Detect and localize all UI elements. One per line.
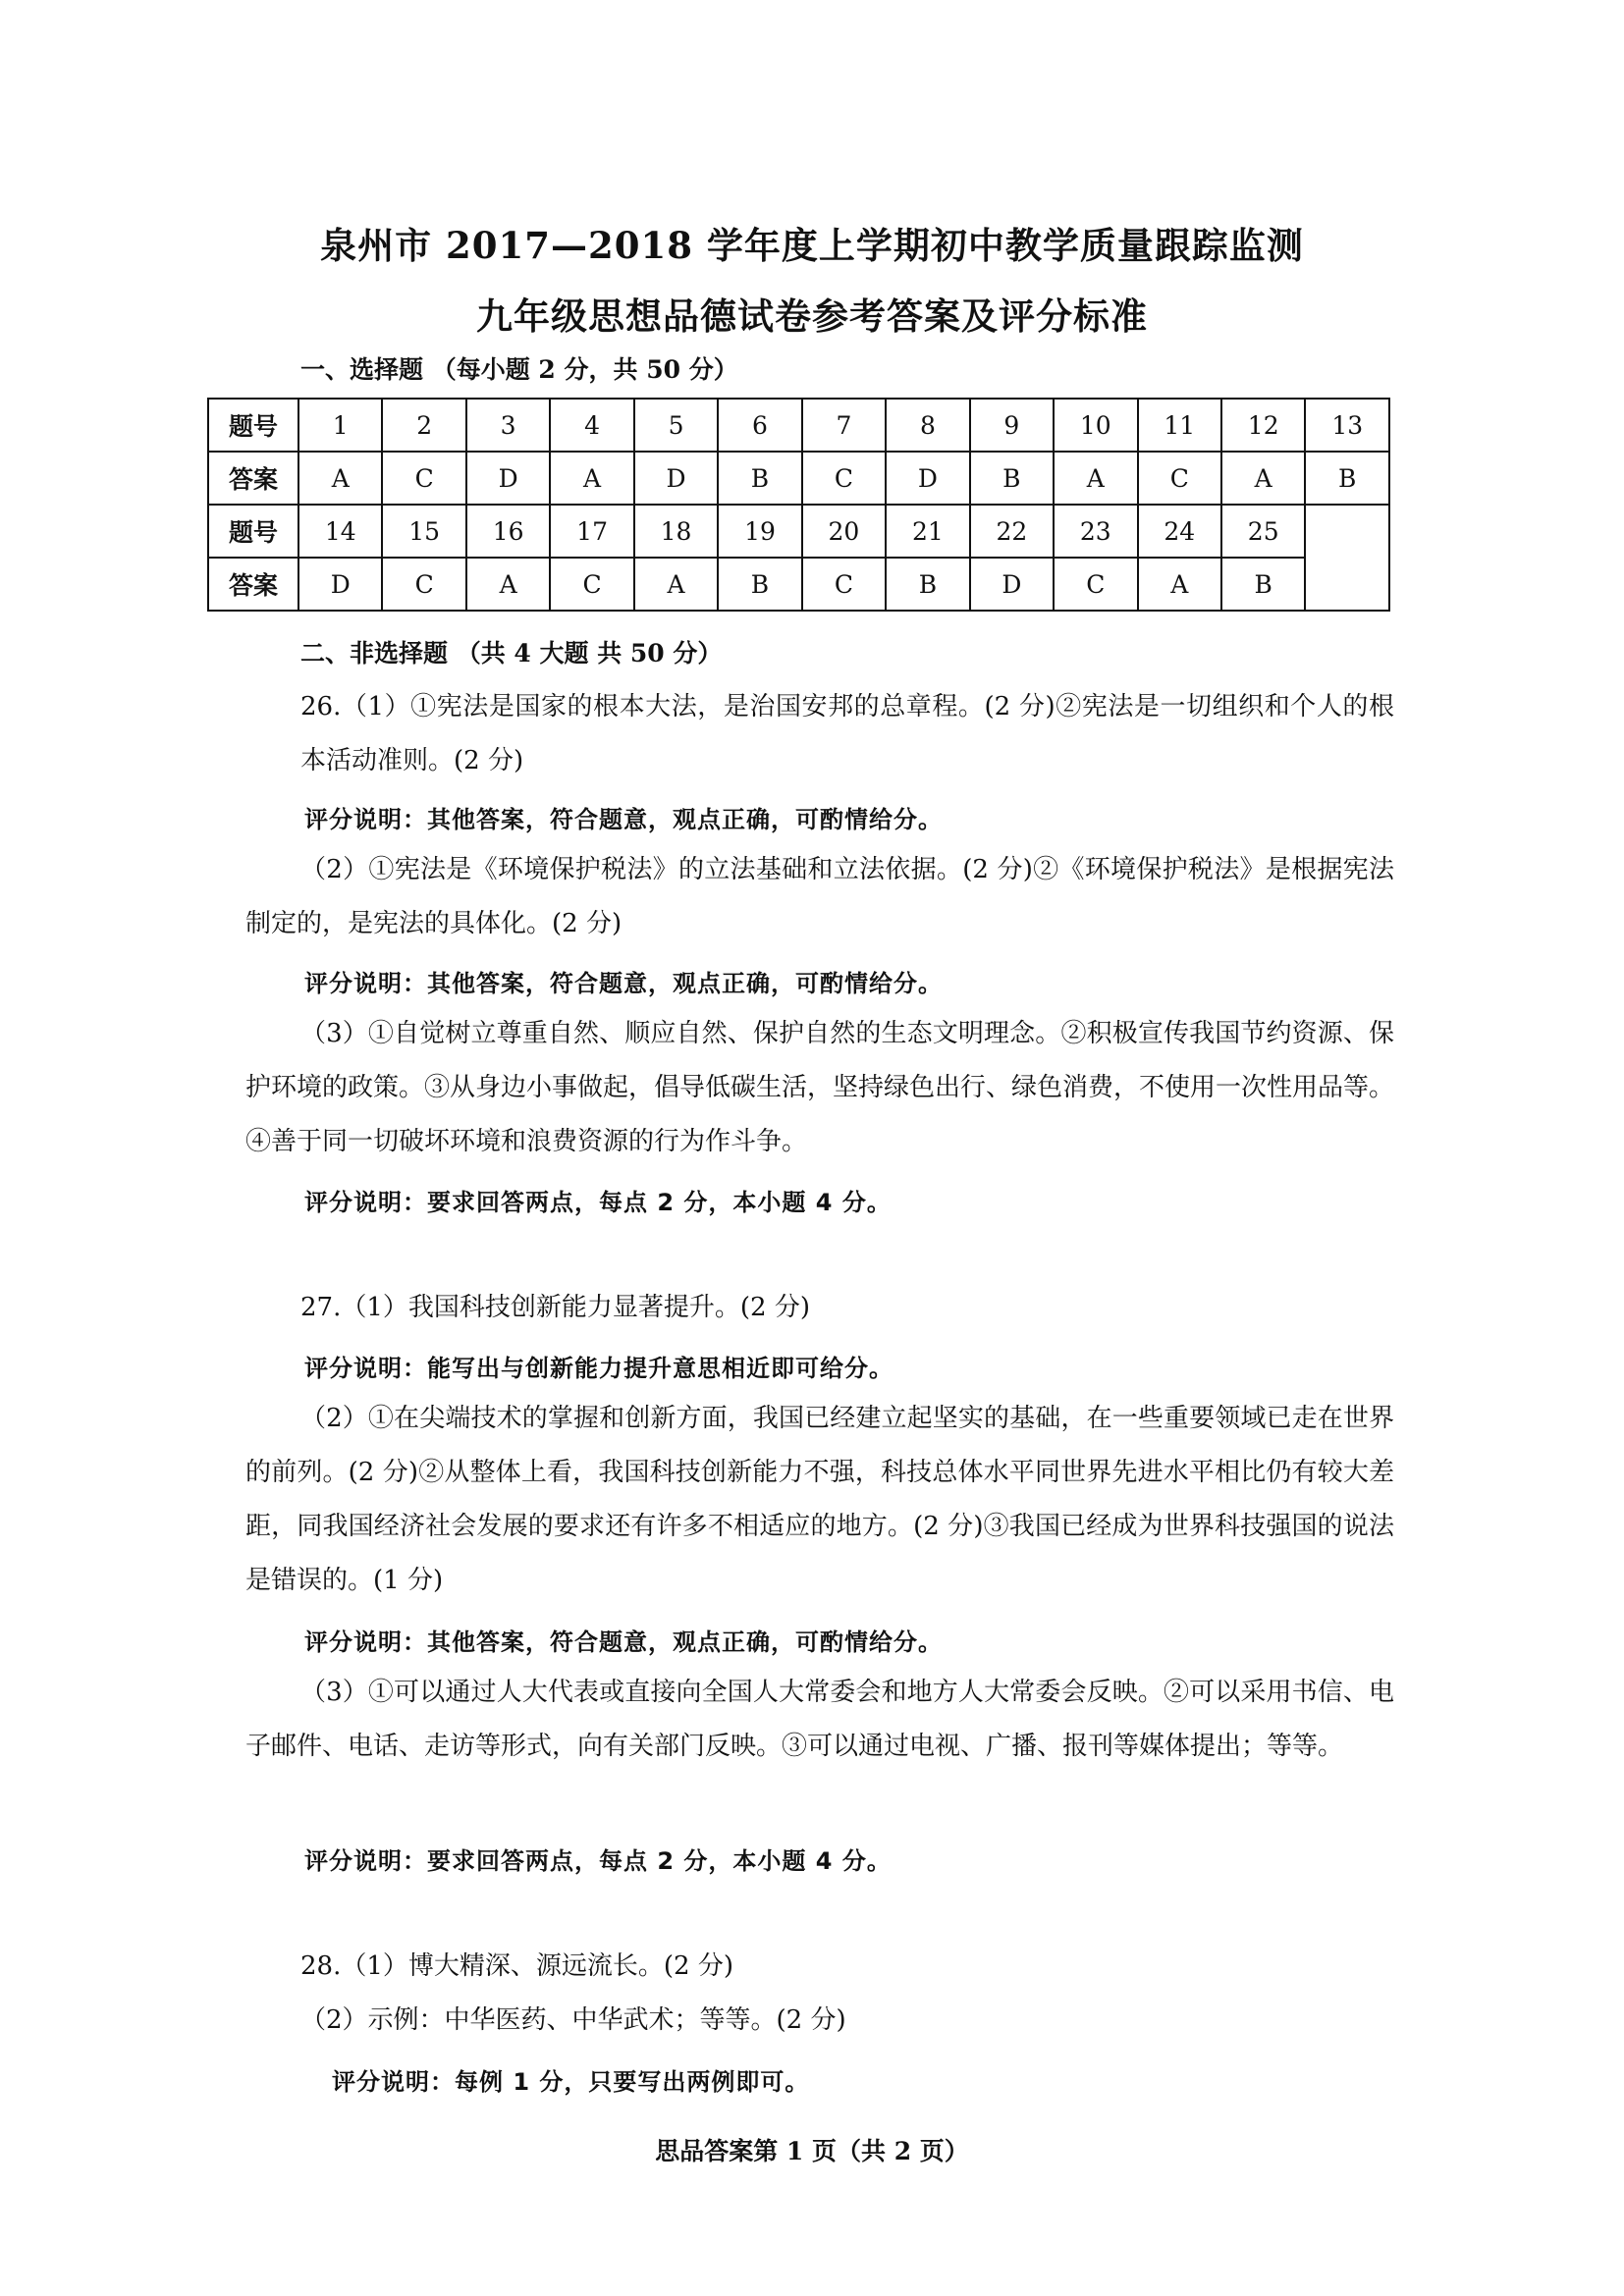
question-number: 16	[466, 505, 550, 558]
question-number: 9	[970, 399, 1054, 452]
table-row	[208, 505, 1389, 558]
question-number: 14	[298, 505, 382, 558]
answer-text: 27.（1）我国科技创新能力显著提升。(2 分)	[300, 1293, 810, 1322]
answer-cell: B	[1305, 452, 1389, 505]
scoring-note: 评分说明：其他答案，符合题意，观点正确，可酌情给分。	[304, 970, 943, 997]
answer-cell: A	[634, 558, 718, 611]
row-label: 答案	[208, 558, 298, 611]
question-number: 18	[634, 505, 718, 558]
question-number: 21	[886, 505, 969, 558]
table-row	[208, 399, 1389, 452]
q26-part1	[245, 680, 1394, 788]
question-number: 12	[1221, 399, 1305, 452]
question-number: 25	[1221, 505, 1305, 558]
question-number: 23	[1054, 505, 1137, 558]
answer-cell: A	[1054, 452, 1137, 505]
question-number: 7	[802, 399, 886, 452]
answer-cell: A	[550, 452, 633, 505]
table-row	[208, 558, 1389, 611]
answer-text: （2）示例：中华医药、中华武术；等等。(2 分)	[300, 2005, 846, 2035]
section-nonchoice-heading: 二、非选择题 （共 4 大题 共 50 分）	[300, 639, 723, 667]
scoring-note: 评分说明：能写出与创新能力提升意思相近即可给分。	[304, 1355, 893, 1382]
answer-cell: B	[718, 452, 801, 505]
answer-cell: C	[1138, 452, 1221, 505]
answer-cell: A	[1138, 558, 1221, 611]
answer-cell: C	[802, 452, 886, 505]
question-number: 2	[382, 399, 465, 452]
q27-part3	[245, 1666, 1394, 1774]
scoring-note: 评分说明：要求回答两点，每点 2 分，本小题 4 分。	[304, 1189, 892, 1216]
table-row	[208, 452, 1389, 505]
question-number: 15	[382, 505, 465, 558]
question-number: 10	[1054, 399, 1137, 452]
question-number: 13	[1305, 399, 1389, 452]
question-number: 24	[1138, 505, 1221, 558]
answer-cell: B	[718, 558, 801, 611]
row-label: 答案	[208, 452, 298, 505]
question-number: 11	[1138, 399, 1221, 452]
answer-text: （3）①自觉树立尊重自然、顺应自然、保护自然的生态文明理念。②积极宣传我国节约资源、保护环境的政策。③从身边小事做起，倡导低碳生活，坚持绿色出行、绿色消费，不使用一次性用品等。④善于同一切破坏环境和浪费资源的行为作斗争。	[245, 1019, 1395, 1156]
q27-part2	[245, 1392, 1394, 1608]
q27-part1	[245, 1281, 1394, 1335]
scoring-note: 评分说明：其他答案，符合题意，观点正确，可酌情给分。	[304, 1629, 943, 1656]
question-number: 6	[718, 399, 801, 452]
answer-cell: D	[298, 558, 382, 611]
answer-cell: A	[1221, 452, 1305, 505]
question-number: 1	[298, 399, 382, 452]
answer-cell: D	[466, 452, 550, 505]
answer-cell: A	[298, 452, 382, 505]
scoring-note: 评分说明：要求回答两点，每点 2 分，本小题 4 分。	[304, 1847, 892, 1875]
answer-text: （3）①可以通过人大代表或直接向全国人大常委会和地方人大常委会反映。②可以采用书信、电子邮件、电话、走访等形式，向有关部门反映。③可以通过电视、广播、报刊等媒体提出；等等。	[245, 1678, 1394, 1761]
question-number: 4	[550, 399, 633, 452]
q26-part3	[245, 1007, 1394, 1169]
q28-part1	[245, 1940, 1394, 1994]
question-number: 17	[550, 505, 633, 558]
answer-text: 26.（1）①宪法是国家的根本大法，是治国安邦的总章程。(2 分)②宪法是一切组织和个人的根本活动准则。(2 分)	[300, 692, 1394, 775]
question-number: 5	[634, 399, 718, 452]
section-choice-heading: 一、选择题 （每小题 2 分，共 50 分）	[300, 355, 738, 384]
question-number: 3	[466, 399, 550, 452]
page-footer: 思品答案第 1 页（共 2 页）	[655, 2137, 969, 2165]
row-label: 题号	[208, 399, 298, 452]
answer-cell: C	[382, 558, 465, 611]
q28-part2	[245, 1994, 1394, 2048]
question-number: 8	[886, 399, 969, 452]
answer-cell: C	[802, 558, 886, 611]
scoring-note: 评分说明：其他答案，符合题意，观点正确，可酌情给分。	[304, 806, 943, 833]
answer-table	[207, 398, 1390, 612]
answer-cell: B	[886, 558, 969, 611]
answer-cell: C	[550, 558, 633, 611]
question-number: 19	[718, 505, 801, 558]
answer-cell: D	[886, 452, 969, 505]
question-number: 20	[802, 505, 886, 558]
q26-part2	[245, 843, 1394, 951]
answer-cell: D	[970, 558, 1054, 611]
answer-cell: C	[382, 452, 465, 505]
answer-cell: A	[466, 558, 550, 611]
answer-text: 28.（1）博大精深、源远流长。(2 分)	[300, 1951, 733, 1981]
document-title: 泉州市 2017—2018 学年度上学期初中教学质量跟踪监测	[320, 224, 1304, 267]
row-label: 题号	[208, 505, 298, 558]
answer-text: （2）①在尖端技术的掌握和创新方面，我国已经建立起坚实的基础，在一些重要领域已走在世界的前列。(2 分)②从整体上看，我国科技创新能力不强，科技总体水平同世界先进水平相比仍有较大差距，同我国经济社会发展的要求还有许多不相适应的地方。(2 分)③我国已经成为世界科技强国的说法是错误的。(1 分)	[245, 1404, 1394, 1595]
answer-cell: B	[970, 452, 1054, 505]
empty-cell	[1305, 505, 1389, 611]
question-number: 22	[970, 505, 1054, 558]
scoring-note: 评分说明：每例 1 分，只要写出两例即可。	[332, 2068, 810, 2096]
answer-cell: B	[1221, 558, 1305, 611]
answer-text: （2）①宪法是《环境保护税法》的立法基础和立法依据。(2 分)②《环境保护税法》是根据宪法制定的，是宪法的具体化。(2 分)	[245, 855, 1394, 938]
document-subtitle: 九年级思想品德试卷参考答案及评分标准	[476, 294, 1148, 338]
answer-cell: D	[634, 452, 718, 505]
answer-cell: C	[1054, 558, 1137, 611]
